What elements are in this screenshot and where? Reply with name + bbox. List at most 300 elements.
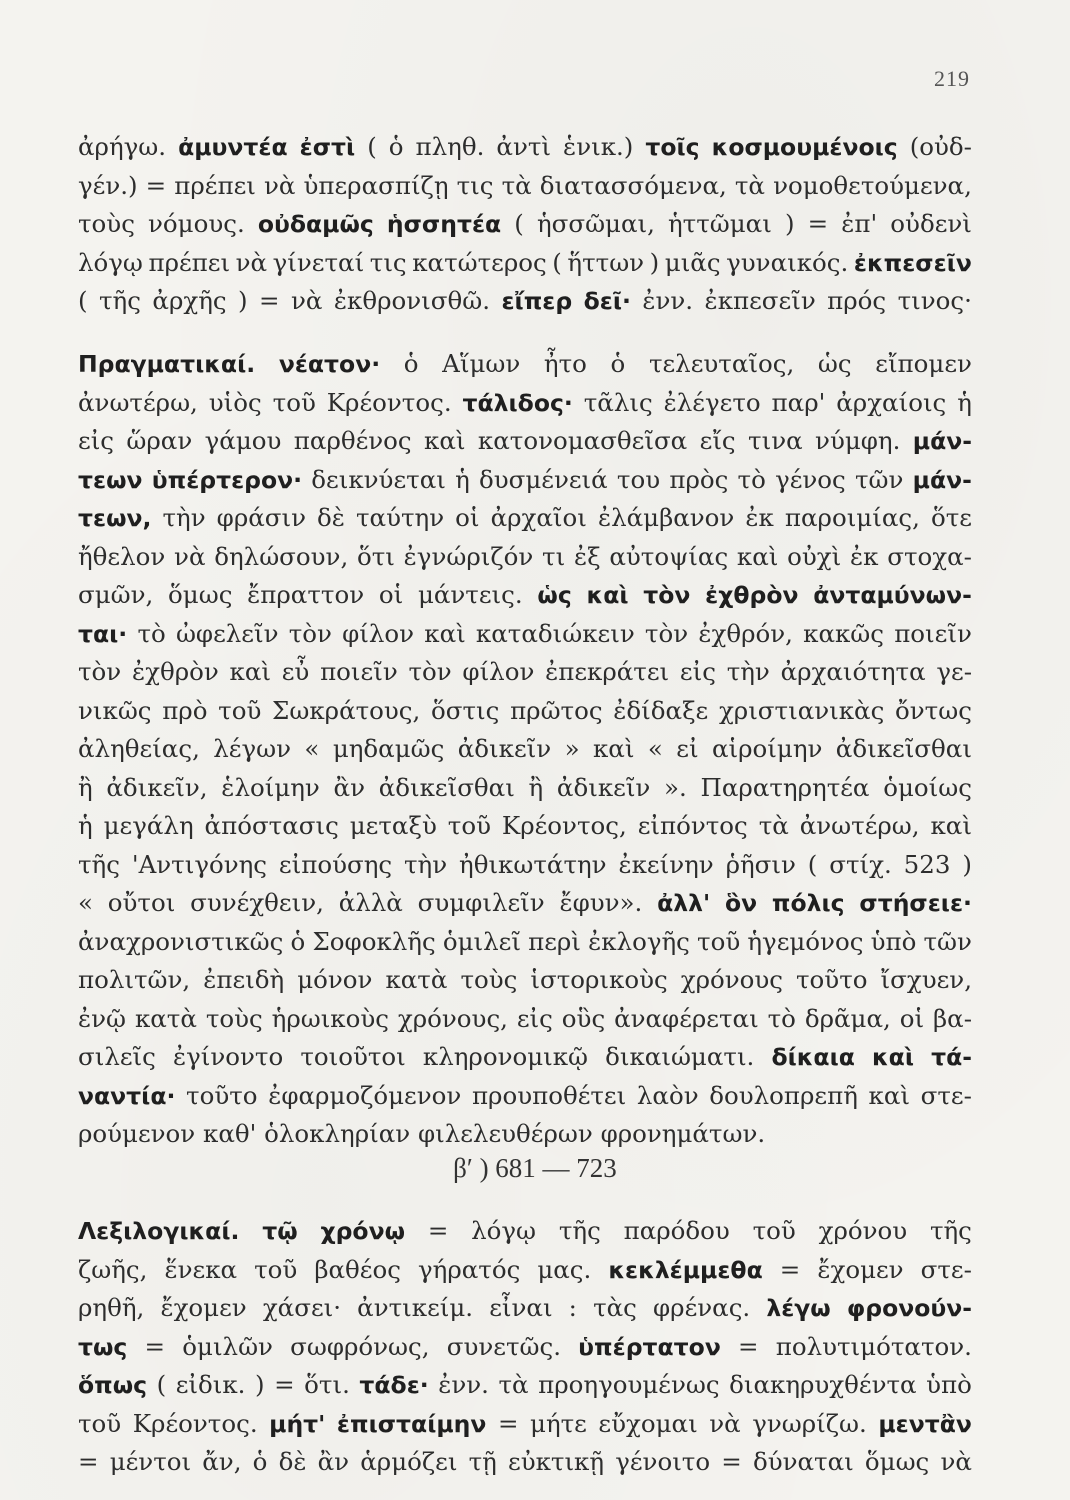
word: = (78, 1447, 99, 1476)
word: εἰς (516, 1003, 553, 1033)
word: κατὰ (134, 1003, 197, 1033)
word: = (274, 1370, 295, 1399)
word: τῶν (855, 464, 904, 494)
word: Αἵμων (442, 349, 521, 378)
word: ται· (78, 619, 128, 648)
word: ἀδικεῖσθαι (835, 734, 972, 763)
word: ὁ (610, 349, 626, 378)
word: νύμφη. (815, 426, 901, 455)
word: ἀρήγω. (78, 132, 167, 161)
word: φρονούν- (846, 1294, 972, 1322)
word: πολιτῶν, (78, 965, 191, 994)
text-line (78, 1038, 972, 1077)
text-line (78, 244, 972, 283)
word: τι (542, 541, 566, 571)
word: τὴν (726, 657, 770, 686)
word: αὐτοψίας (609, 541, 729, 571)
word: δουλοπρεπῆ (709, 1080, 858, 1110)
word: κακῶς (803, 618, 884, 648)
word: τινα (748, 426, 803, 455)
word: ἀλλὰ (338, 888, 403, 917)
word: = (779, 1254, 801, 1284)
word: λόγῳ (78, 247, 143, 277)
word: εἴπομεν (875, 349, 972, 378)
word: ». (664, 772, 687, 802)
word: δεικνύεται (311, 464, 446, 494)
word: ὃν (724, 889, 758, 917)
word: ἐστὶ (299, 133, 356, 161)
text-line (78, 1000, 972, 1039)
page-number: 219 (934, 66, 970, 91)
word: συμφιλεῖν (417, 888, 545, 917)
word: κεκλέμμεθα (608, 1255, 763, 1284)
word: ἔχομεν (160, 1293, 247, 1322)
word: ὁλοκληρίαν (264, 1119, 411, 1148)
word: ἐπισταίμην (336, 1409, 487, 1438)
word: στήσειε· (859, 889, 972, 917)
word: φράσιν (216, 503, 306, 532)
text-line (78, 846, 972, 885)
word: ἄν, (202, 1447, 242, 1476)
text-line (78, 422, 972, 461)
word: ἑνικ.) (563, 132, 634, 161)
word: εἰδικ. (175, 1370, 246, 1399)
word: = (144, 1331, 166, 1361)
word: ἐχθρὸν (131, 657, 219, 686)
word: καὶ (424, 618, 466, 648)
word: ἀναφέρεται (614, 1003, 759, 1033)
word: καὶ (871, 1043, 914, 1071)
word: φρένας. (653, 1293, 751, 1322)
word: τως (78, 1332, 128, 1361)
text-line (78, 923, 972, 962)
word: : (568, 1293, 577, 1322)
word: τοῦ (254, 1254, 298, 1284)
word: δύναται (752, 1447, 854, 1476)
text-line (78, 1077, 972, 1116)
text-line (78, 1366, 972, 1405)
paragraph-factual-notes (78, 345, 972, 1154)
word: τὴν (162, 503, 206, 532)
word: εἰ (676, 734, 699, 763)
word: γέν.) (78, 170, 138, 200)
word: ἀνωτέρω, (78, 387, 198, 417)
word: ποιεῖν (320, 657, 398, 686)
word: ) (962, 849, 972, 879)
word: ἐκπεσεῖν (853, 248, 972, 277)
word: συνέχθειν, (190, 888, 324, 917)
word: μηδαμῶς (332, 734, 445, 763)
word: δυσμένειά (478, 464, 608, 494)
word: ῥῆσιν (725, 849, 796, 879)
word: Κρέοντος, (501, 811, 627, 840)
word: ἐκείνην (618, 849, 714, 879)
word: τοῦ (78, 1408, 122, 1438)
word: ὁ (403, 349, 419, 378)
word: ὑπὸ (870, 926, 917, 956)
word: ( (367, 132, 377, 161)
text-line (78, 205, 972, 244)
word: φίλον (462, 657, 535, 686)
word: ( (552, 247, 562, 277)
word: μεγάλη (103, 811, 194, 840)
word: οὔτοι (107, 888, 176, 917)
word: μιᾶς (664, 247, 721, 277)
word: εὖ (281, 657, 310, 686)
word: καὶ (229, 657, 271, 686)
word: τῷ (262, 1217, 298, 1245)
word: μήτ' (269, 1409, 326, 1438)
text-line (78, 384, 972, 423)
word: ἐχθρόν, (698, 618, 793, 648)
word: » (564, 734, 580, 763)
word: τοιοῦτοι (300, 1042, 406, 1071)
word: ἡσσῶμαι, (536, 209, 655, 238)
word: μας. (537, 1254, 592, 1284)
word: παρόδου (623, 1216, 730, 1245)
word: τὸν (643, 581, 691, 609)
word: ἀρχαῖοι (490, 503, 587, 532)
word: ἀντικείμ. (357, 1293, 474, 1322)
text-line (78, 692, 972, 731)
word: φίλον (342, 618, 415, 648)
word: νικῶς (78, 695, 152, 725)
word: ὠφελεῖν (175, 618, 279, 648)
text-line (78, 1328, 972, 1367)
text-line (78, 615, 972, 654)
word: Κρέοντος. (326, 387, 452, 417)
word: 523 (903, 849, 951, 879)
word: τοῦ (752, 1216, 796, 1245)
word: τὸν (644, 618, 689, 648)
word: κατὰ (385, 965, 448, 994)
word: νὰ (291, 286, 323, 315)
word: ἀδικεῖσθαι (378, 772, 515, 802)
word: νὰ (263, 170, 296, 200)
word: πολυτιμότατον. (775, 1331, 972, 1361)
word: = (427, 1216, 449, 1245)
word: ἐγνώριζόν (403, 541, 534, 571)
word: ἐπεκράτει (545, 657, 670, 686)
word: ἥττων (567, 247, 645, 277)
word: πρῶτος (510, 695, 603, 725)
word: ἐκλογῆς (588, 926, 690, 956)
word: γένοιτο (615, 1447, 711, 1476)
text-line (78, 128, 972, 167)
word: ἀμυντέα (178, 133, 288, 161)
word: ὅστις (431, 695, 500, 725)
word: ἐλέγετο (663, 387, 761, 417)
word: φιλελευθέρων (417, 1119, 593, 1148)
word: συνετῶς. (446, 1331, 561, 1361)
word: νέατον· (278, 350, 381, 378)
word: τὸν (288, 618, 332, 648)
word: τὸ (137, 618, 166, 648)
word: Λεξιλογικαί. (78, 1217, 240, 1245)
word: μεταξὺ (349, 811, 437, 840)
word: ἂν (333, 772, 365, 802)
word: πρός (827, 286, 887, 315)
word: τοὺς (205, 1003, 263, 1033)
word: ( (78, 286, 88, 315)
word: = (738, 1331, 759, 1361)
word: οἱ (899, 1003, 925, 1033)
word: ζωῆς, (78, 1254, 148, 1284)
word: ἀρχῆς (152, 286, 227, 315)
word: τοῦ (218, 695, 262, 725)
word: ὅπως (78, 1371, 148, 1399)
text-line (78, 1115, 972, 1154)
word: ὅτε (930, 503, 972, 532)
word: Κρέοντος. (132, 1408, 258, 1438)
word: νόμους. (148, 209, 245, 238)
word: ἐκπεσεῖν (704, 286, 816, 315)
text-line (78, 576, 972, 615)
word: 'Αντιγόνης (131, 849, 268, 879)
word: τοῦ (447, 811, 491, 840)
word: ὁ (290, 926, 306, 956)
word: ὁμιλῶν (182, 1331, 273, 1361)
word: υἱὸς (208, 387, 262, 417)
word: τὰ (734, 170, 765, 200)
paragraph-commentary-lexical-cont (78, 128, 972, 321)
word: ἢ (528, 772, 544, 802)
word: ἐκ (745, 503, 774, 532)
word: πρέπει (174, 170, 256, 200)
word: Σοφοκλῆς (312, 926, 436, 956)
word: ἡρωικοὺς (271, 1003, 389, 1033)
word: νὰ (235, 247, 268, 277)
word: τὰ (498, 1370, 529, 1399)
word: τὸ (767, 1003, 796, 1033)
word: προυποθέτει (471, 1080, 627, 1110)
word: ὁ (252, 1447, 268, 1476)
word: ἐπ' (841, 209, 878, 238)
word: ( (807, 849, 818, 879)
word: σιλεῖς (78, 1042, 156, 1071)
word: ρούμενον (78, 1119, 196, 1148)
word: ποιεῖν (894, 618, 972, 648)
word: ἁρμόζει (360, 1447, 458, 1476)
text-line (78, 807, 972, 846)
text-line (78, 167, 972, 206)
word: λέγων (213, 734, 292, 763)
word: τοῦ (272, 387, 316, 417)
word: κατώτερος (412, 247, 547, 277)
word: ἔπραττον (247, 580, 365, 609)
word: ἐφαρμοζόμενον (268, 1080, 462, 1110)
word: ἀνωτέρω, (799, 811, 920, 840)
word: νὰ (709, 1408, 741, 1438)
word: ὅτι (356, 541, 395, 571)
word: ἐνν. (642, 286, 694, 315)
word: τοῦ (697, 926, 741, 956)
word: σμῶν, (78, 580, 154, 609)
word: ἠθικωτάτην (459, 849, 607, 879)
word: = (807, 209, 829, 238)
word: τεων, (78, 504, 152, 532)
word: μεντἂν (878, 1409, 972, 1438)
word: τεων (78, 465, 143, 494)
word: χρόνους, (397, 1003, 508, 1033)
word: τάλιδος· (462, 388, 573, 417)
word: λόγῳ (471, 1216, 537, 1245)
word: ὑπέρτατον (578, 1332, 721, 1361)
word: καὶ (868, 1080, 911, 1110)
word: λέγω (766, 1294, 831, 1322)
word: διατασσόμενα, (539, 170, 727, 200)
word: κληρονομικῷ (422, 1042, 589, 1071)
word: ἐκ (850, 541, 879, 571)
word: στοχα- (887, 541, 972, 571)
word: γένος (775, 464, 846, 494)
word: Παρατηρητέα (700, 772, 870, 802)
word: ἀρχαιότητα (780, 657, 926, 686)
word: καταδιώκειν (475, 618, 635, 648)
word: ὁμιλεῖ (442, 926, 521, 956)
word: τῆς (99, 286, 141, 315)
word: ἀρχαίοις (836, 387, 947, 417)
word: χρόνους (680, 965, 783, 994)
word: ἡ (957, 387, 972, 417)
word: τῆς (78, 849, 120, 879)
word: ἤθελον (78, 541, 166, 571)
word: ὄντως (895, 695, 972, 725)
word: Πραγματικαί. (78, 350, 256, 378)
word: εἶναι (489, 1293, 553, 1322)
word: αἱροίμην (711, 734, 823, 763)
text-line (78, 1405, 972, 1444)
word: καθ' (203, 1119, 257, 1148)
word: ἐπειδὴ (203, 965, 285, 994)
word: εἰπόντος (637, 811, 748, 840)
word: τοῖς (645, 133, 700, 161)
word: τινος· (897, 286, 972, 315)
text-line (78, 1289, 972, 1328)
word: ἐξ (573, 541, 601, 571)
word: μάντεις. (417, 580, 523, 609)
word: οὐχὶ (787, 541, 842, 571)
word: τὸν (78, 657, 122, 686)
word: ἐγίνοντο (172, 1042, 284, 1071)
word: ἕνεκα (164, 1254, 238, 1284)
word: τὸν (408, 657, 452, 686)
word: τὸ (737, 464, 766, 494)
word: πόλις (771, 889, 845, 917)
text-line (78, 1443, 972, 1482)
word: τὰ (501, 170, 532, 200)
text-line (78, 538, 972, 577)
word: διακηρυχθέντα (729, 1370, 917, 1399)
word: παρθένος (293, 426, 412, 455)
word: ὅμως (864, 1447, 930, 1476)
word: εὐκτικῇ (508, 1447, 605, 1476)
word: ἐνν. (438, 1370, 489, 1399)
word: τῶν (923, 926, 972, 956)
word: τὰ (758, 811, 789, 840)
word: ἔφυν». (559, 888, 643, 917)
word: ἀδικεῖν (457, 734, 552, 763)
word: ἦτο (543, 349, 587, 378)
word: γνωρίζω. (752, 1408, 867, 1438)
word: γάμου (204, 426, 282, 455)
word: καὶ (736, 541, 779, 571)
word: πρὸς (669, 464, 729, 494)
word: πρέπει (148, 247, 231, 277)
word: ὑπέρτερον· (151, 465, 303, 494)
word: οὐδαμῶς (257, 210, 374, 238)
word: τις (456, 170, 494, 200)
word: γίνεταί (272, 247, 365, 277)
word: ) (784, 209, 795, 238)
word: ) (238, 286, 248, 315)
word: εἰς (78, 426, 115, 455)
word: χριστιανικὰς (718, 695, 885, 725)
word: ἔχομεν (817, 1254, 904, 1284)
word: εἰπούσης (278, 849, 393, 879)
word: ( (156, 1370, 167, 1399)
word: γυναικός. (726, 247, 849, 277)
word: τᾶλις (583, 387, 653, 417)
word: ἢ (78, 772, 93, 802)
word: εἴς (699, 426, 736, 455)
word: οἱ (378, 580, 404, 609)
word: ἀντὶ (496, 132, 552, 161)
word: στίχ. (829, 849, 892, 879)
word: καὶ (930, 811, 972, 840)
word: ἴσχυεν, (880, 965, 972, 994)
text-line (78, 1251, 972, 1290)
word: δηλώσουν, (214, 541, 349, 571)
word: ἑλοίμην (221, 772, 320, 802)
word: ταύτην (356, 503, 445, 532)
word: τάδε· (359, 1371, 429, 1399)
word: καὶ (424, 426, 466, 455)
word: κοσμουμένοις (711, 133, 898, 161)
word: τὰς (593, 1293, 637, 1322)
word: γε- (936, 657, 972, 686)
word: ἀδικεῖν, (106, 772, 208, 802)
word: ὅμως (168, 580, 233, 609)
word: = (721, 1447, 742, 1476)
word: τις (369, 247, 407, 277)
word: γήρατός (418, 1254, 521, 1284)
word: « (647, 734, 663, 763)
word: οὓς (561, 1003, 606, 1033)
word: ἡγεμόνος (747, 926, 864, 956)
word: παροιμίας, (784, 503, 920, 532)
word: = (145, 170, 167, 200)
text-line (78, 1212, 972, 1251)
word: δὲ (317, 503, 345, 532)
word: χάσει· (262, 1293, 342, 1322)
word: τοὺς (460, 965, 518, 994)
word: χρόνου (818, 1216, 908, 1245)
word: παρ' (771, 387, 826, 417)
word: ἐνῷ (78, 1003, 127, 1033)
word: λαὸν (636, 1080, 699, 1110)
word: φρονημάτων. (600, 1119, 766, 1148)
text-line (78, 961, 972, 1000)
word: « (78, 888, 93, 917)
word: πληθ. (415, 132, 485, 161)
text-line (78, 461, 972, 500)
word: περὶ (528, 926, 581, 956)
word: μέντοι (109, 1447, 192, 1476)
word: ἀληθείας, (78, 734, 200, 763)
text-line (78, 769, 972, 808)
word: σωφρόνως, (290, 1331, 430, 1361)
